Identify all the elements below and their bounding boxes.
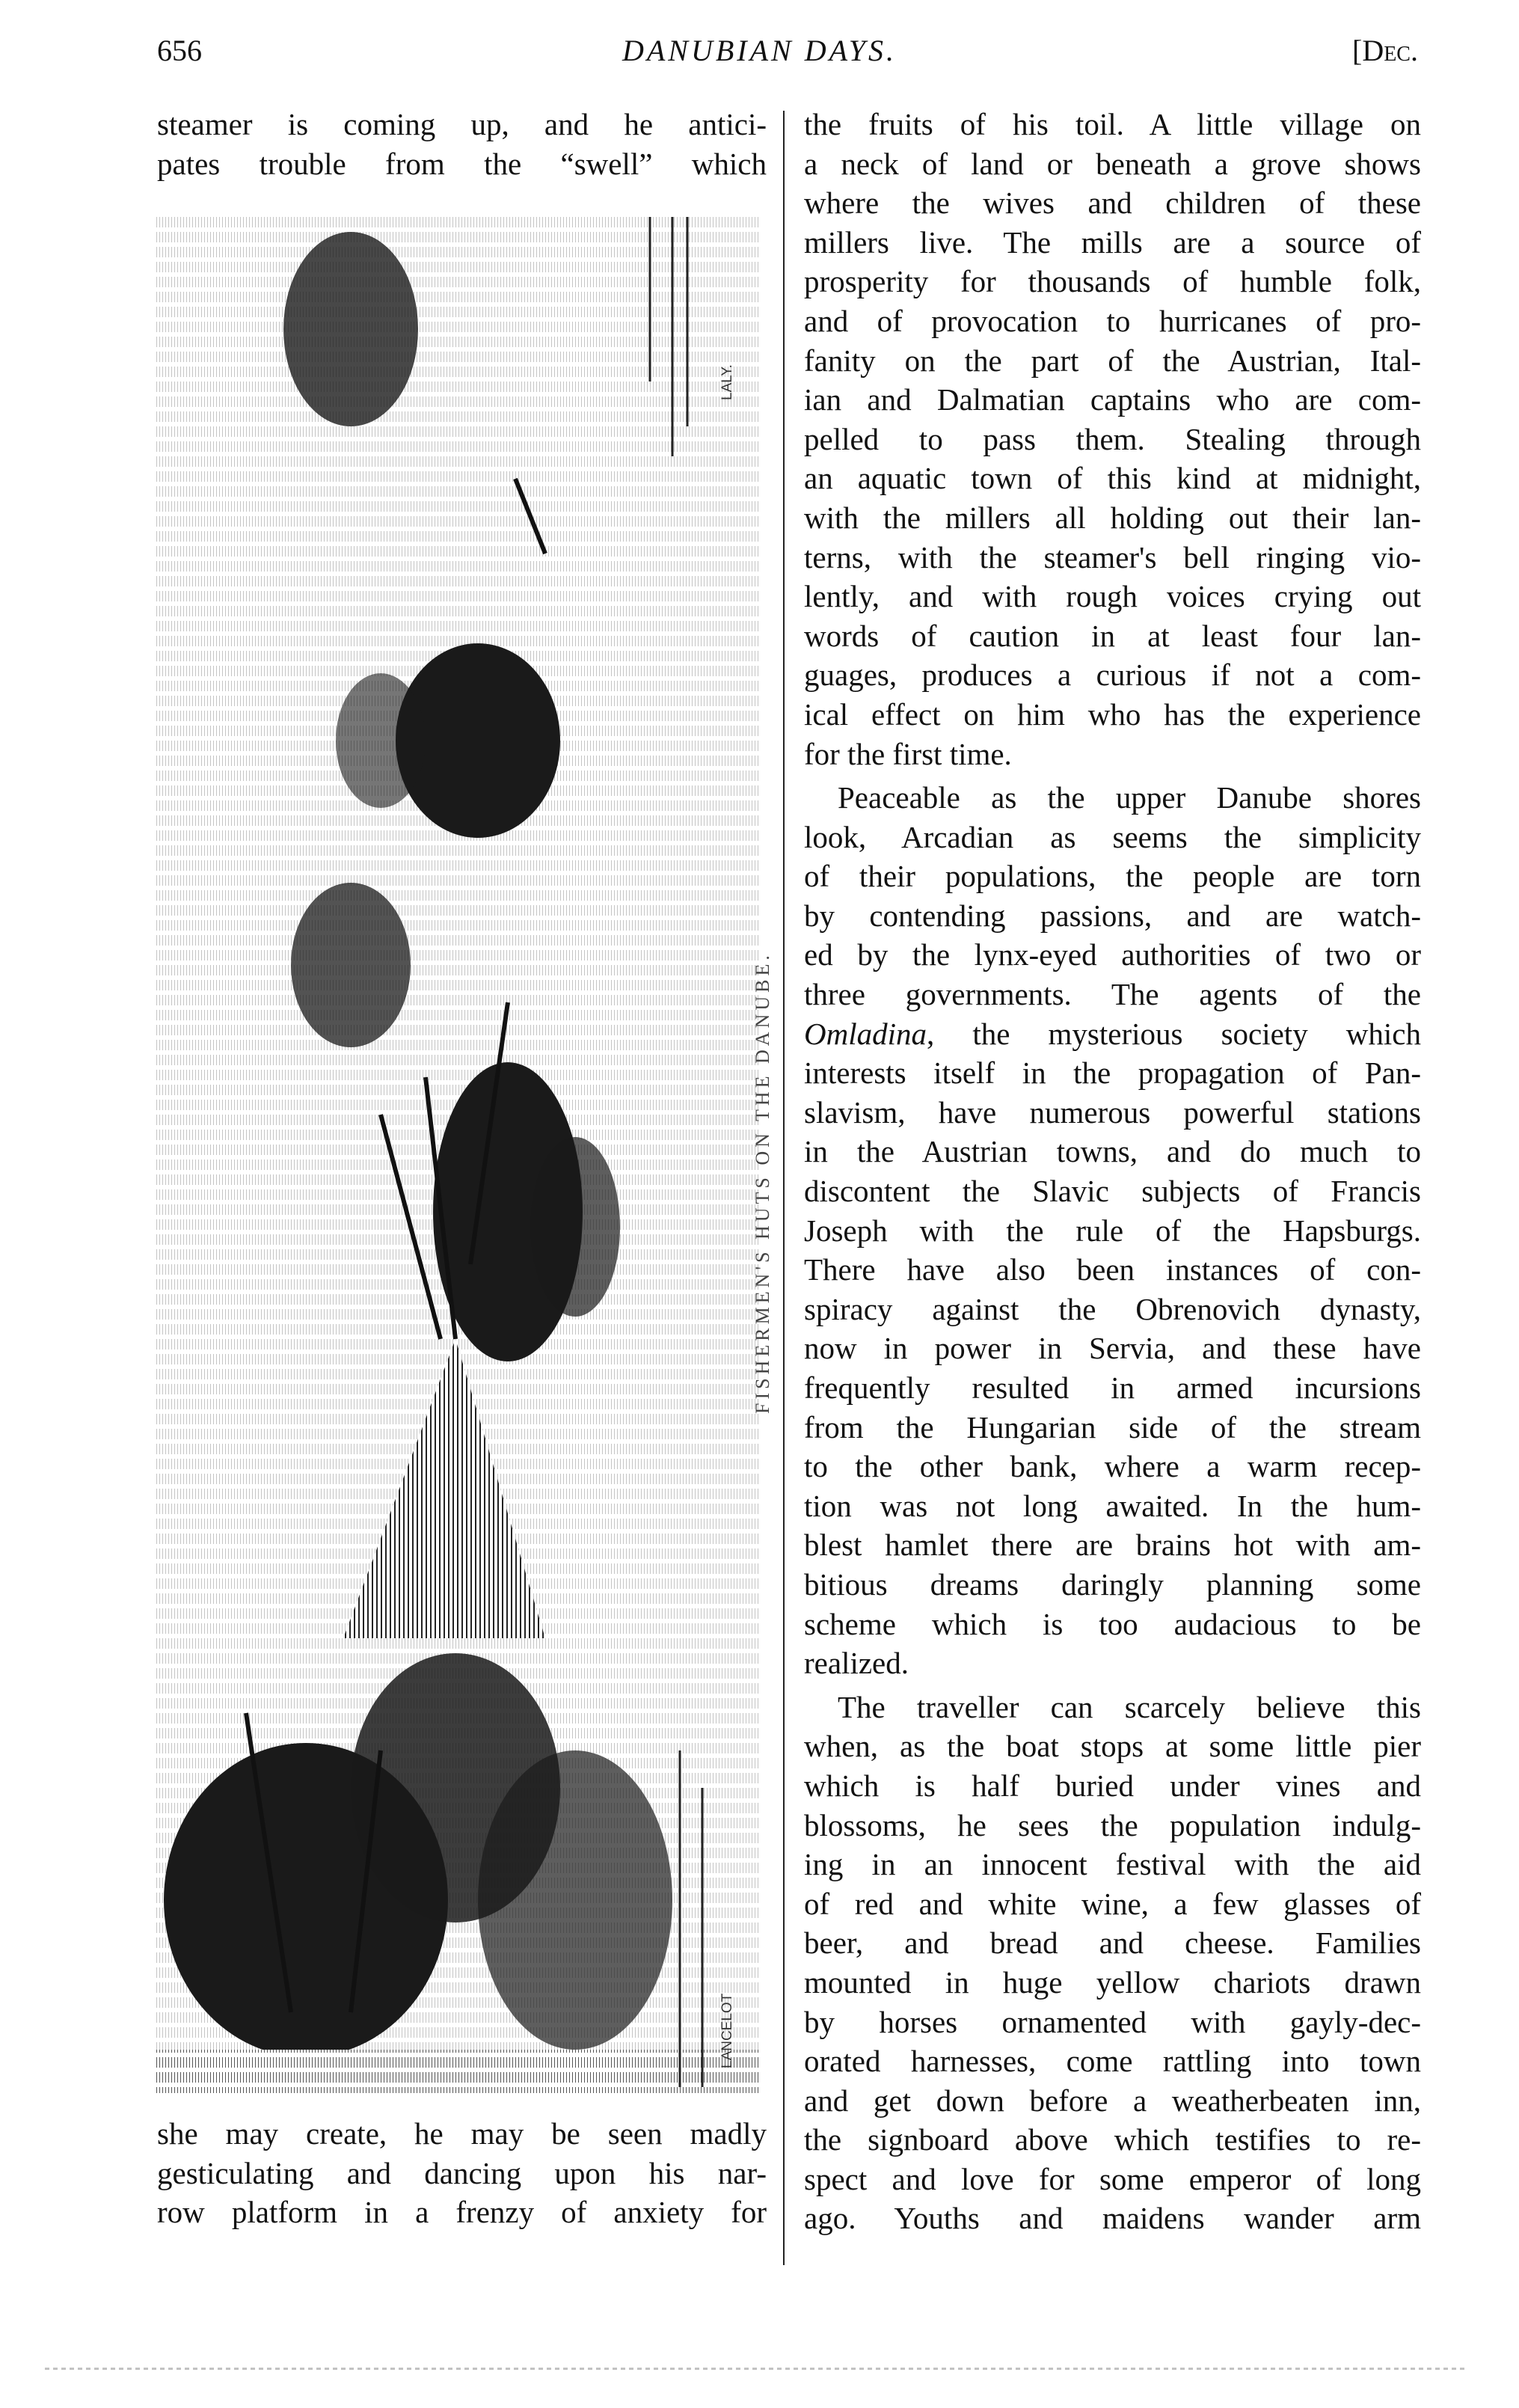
text-line: pates trouble from the “swell” which — [157, 146, 767, 181]
right-column — [804, 105, 1421, 2238]
illustration-fishermens-huts — [156, 217, 759, 2093]
text-line: Joseph with the rule of the Hapsburgs. — [804, 1213, 1421, 1248]
text-line: guages, produces a curious if not a com- — [804, 658, 1421, 693]
text-line: an aquatic town of this kind at midnight, — [804, 461, 1421, 496]
text-line: which is half buried under vines and — [804, 1768, 1421, 1803]
text-line: scheme which is too audacious to be — [804, 1606, 1421, 1641]
text-line: beer, and bread and cheese. Families — [804, 1926, 1421, 1961]
text-line: prosperity for thousands of humble folk, — [804, 264, 1421, 299]
text-line: Peaceable as the upper Danube shores — [838, 780, 1421, 815]
italic-term: Omladina — [804, 1016, 927, 1051]
text-line: frequently resulted in armed incursions — [804, 1370, 1421, 1405]
text-line: ing in an innocent festival with the aid — [804, 1847, 1421, 1882]
text-line: spiracy against the Obrenovich dynasty, — [804, 1291, 1421, 1326]
text-line: discontent the Slavic subjects of Francis — [804, 1174, 1421, 1209]
text-line: look, Arcadian as seems the simplicity — [804, 819, 1421, 854]
engraver-signature-bottom: LANCELOT — [719, 1993, 735, 2068]
text-line: row platform in a frenzy of anxiety for — [157, 2195, 767, 2230]
text-line: the fruits of his toil. A little village on — [804, 107, 1421, 141]
text-line: lently, and with rough voices crying out — [804, 579, 1421, 614]
engraver-signature-top: LALY. — [719, 364, 735, 400]
page-number: 656 — [157, 34, 202, 67]
text-line: The traveller can scarcely believe this — [838, 1689, 1421, 1724]
text-line: slavism, have numerous powerful stations — [804, 1094, 1421, 1130]
text-line: of red and white wine, a few glasses of — [804, 1886, 1421, 1921]
text-line: a neck of land or beneath a grove shows — [804, 146, 1421, 181]
text-line: and of provocation to hurricanes of pro- — [804, 303, 1421, 338]
text-line: to the other bank, where a warm recep- — [804, 1449, 1421, 1484]
text-line: by contending passions, and are watch- — [804, 898, 1421, 933]
text-line: for the first time. — [804, 736, 1012, 771]
text-line: by horses ornamented with gayly-dec- — [804, 2004, 1421, 2039]
text-line: from the Hungarian side of the stream — [804, 1409, 1421, 1445]
column-divider — [783, 111, 785, 2265]
text-line: There have also been instances of con- — [804, 1252, 1421, 1287]
text-line: in the Austrian towns, and do much to — [804, 1134, 1421, 1169]
text-line: where the wives and children of these — [804, 186, 1421, 221]
text-line: of their populations, the people are torn — [804, 859, 1421, 894]
text-line: fanity on the part of the Austrian, Ital- — [804, 343, 1421, 378]
text-line: Omladina, the mysterious society which — [804, 1016, 1421, 1051]
running-title: DANUBIAN DAYS. — [622, 34, 897, 67]
text-line: the signboard above which testifies to re- — [804, 2122, 1421, 2157]
text-line: realized. — [804, 1646, 909, 1681]
text-line: ian and Dalmatian captains who are com- — [804, 382, 1421, 417]
text-line: interests itself in the propagation of Pan- — [804, 1056, 1421, 1091]
left-column-bottom — [157, 2114, 767, 2232]
text-line: orated harnesses, come rattling into town — [804, 2044, 1421, 2079]
text-line: when, as the boat stops at some little pier — [804, 1729, 1421, 1764]
text-line: ed by the lynx-eyed authorities of two or — [804, 937, 1421, 972]
running-month: [Dec. — [1352, 34, 1418, 67]
text-line: mounted in huge yellow chariots drawn — [804, 1964, 1421, 2000]
text-line: and get down before a weatherbeaten inn, — [804, 2083, 1421, 2118]
text-line: words of caution in at least four lan- — [804, 618, 1421, 653]
text-line: with the millers all holding out their lan- — [804, 500, 1421, 535]
text-line: gesticulating and dancing upon his nar- — [157, 2155, 767, 2190]
text-line: ical effect on him who has the experience — [804, 696, 1421, 732]
text-line: three governments. The agents of the — [804, 977, 1421, 1012]
text-line: ago. Youths and maidens wander arm — [804, 2201, 1421, 2236]
text-line: terns, with the steamer's bell ringing vio- — [804, 539, 1421, 575]
text-line: tion was not long awaited. In the hum- — [804, 1488, 1421, 1523]
text-line: pelled to pass them. Stealing through — [804, 421, 1421, 456]
illustration-caption: FISHERMEN'S HUTS ON THE DANUBE. — [752, 952, 773, 1414]
text-line: millers live. The mills are a source of — [804, 224, 1421, 260]
text-line: now in power in Servia, and these have — [804, 1331, 1421, 1366]
left-column-top — [157, 105, 767, 183]
page-bottom-edge — [45, 2368, 1466, 2370]
text-line: blest hamlet there are brains hot with am- — [804, 1528, 1421, 1563]
text-line: spect and love for some emperor of long — [804, 2161, 1421, 2196]
text-line: steamer is coming up, and he antici- — [157, 107, 767, 141]
text-line: she may create, he may be seen madly — [157, 2116, 767, 2151]
text-line: bitious dreams daringly planning some — [804, 1566, 1421, 1602]
text-line: blossoms, he sees the population indulg- — [804, 1807, 1421, 1842]
